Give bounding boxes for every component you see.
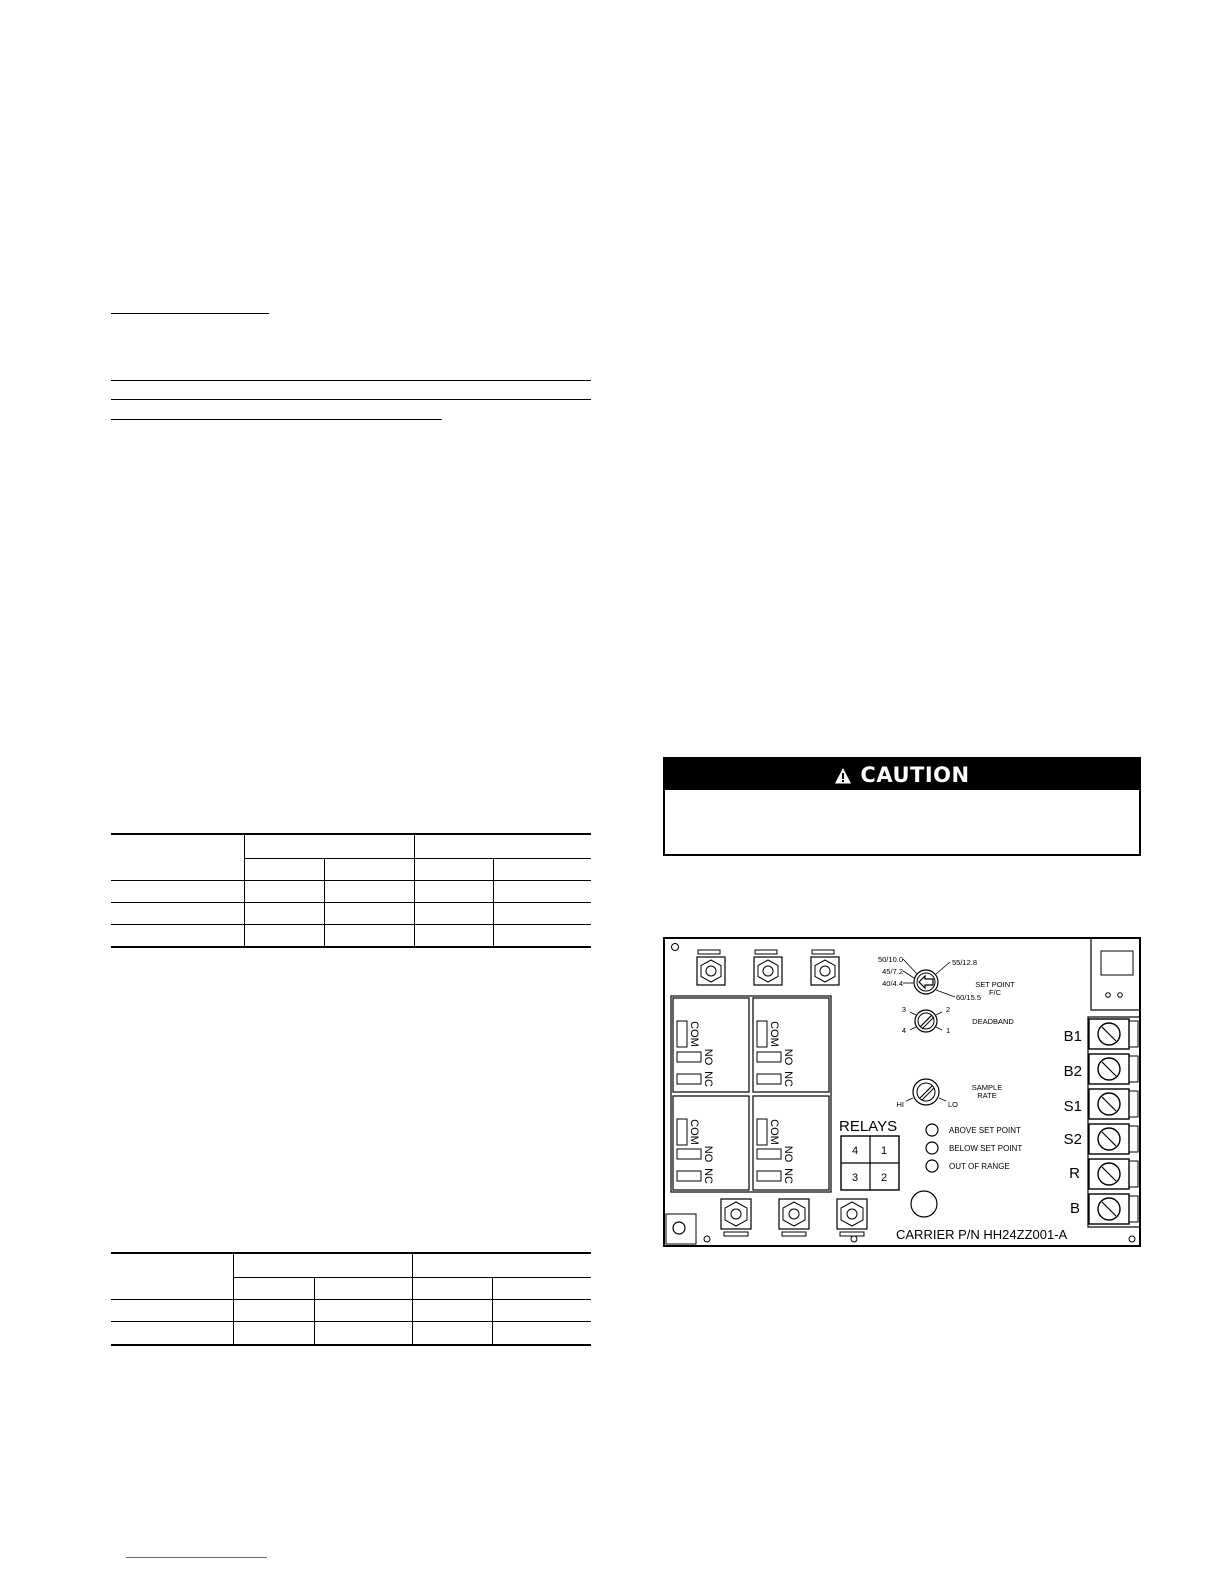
led-label: BELOW SET POINT xyxy=(949,1144,1023,1153)
part-number: CARRIER P/N HH24ZZ001-A xyxy=(896,1227,1068,1242)
heading-underline xyxy=(111,313,269,314)
no-label: NO xyxy=(702,1145,714,1163)
setpoint-mark: 55/12.8 xyxy=(952,958,978,967)
relays-title: RELAYS xyxy=(839,1118,898,1135)
caution-box xyxy=(663,757,1141,856)
deadband-mark: 3 xyxy=(901,1005,906,1014)
relay-cell: 4 xyxy=(851,1145,859,1157)
com-label: COM xyxy=(768,1119,780,1145)
deadband-mark: 4 xyxy=(901,1026,906,1035)
warning-triangle-icon xyxy=(834,766,852,784)
nc-label: NC xyxy=(782,1168,794,1184)
deadband-label: DEADBAND xyxy=(972,1017,1014,1026)
nc-label: NC xyxy=(702,1168,714,1184)
deadband-mark: 1 xyxy=(946,1026,951,1035)
nc-label: NC xyxy=(782,1071,794,1087)
text-underline-3 xyxy=(111,419,442,420)
sample-rate-label: SAMPLE xyxy=(971,1083,1003,1092)
sample-rate-label-2: RATE xyxy=(977,1091,997,1100)
deadband-mark: 2 xyxy=(946,1005,951,1014)
terminal-label: B xyxy=(1069,1200,1080,1217)
footer-link-underline xyxy=(126,1557,267,1558)
terminal-label: B2 xyxy=(1063,1063,1082,1080)
terminal-label: S1 xyxy=(1063,1098,1082,1115)
terminal-label: R xyxy=(1069,1165,1080,1182)
setpoint-units: F/C xyxy=(988,988,1002,997)
caution-label: CAUTION xyxy=(860,762,970,787)
sample-lo-label: LO xyxy=(948,1100,959,1109)
setpoint-label: SET POINT xyxy=(975,980,1015,989)
no-label: NO xyxy=(702,1048,714,1066)
terminal-label: B1 xyxy=(1063,1028,1082,1045)
no-label: NO xyxy=(782,1145,794,1163)
com-label: COM xyxy=(688,1119,700,1145)
caution-header xyxy=(665,759,1139,790)
led-label: OUT OF RANGE xyxy=(949,1162,1010,1171)
relay-cell: 3 xyxy=(851,1172,859,1184)
nc-label: NC xyxy=(702,1071,714,1087)
com-label: COM xyxy=(688,1021,700,1047)
relay-cell: 2 xyxy=(880,1172,888,1184)
setpoint-mark: 50/10.0 xyxy=(877,955,903,964)
relay-cell: 1 xyxy=(880,1145,888,1157)
setpoint-mark: 40/4.4 xyxy=(882,979,903,988)
control-board-diagram xyxy=(663,937,1143,1249)
terminal-label: S2 xyxy=(1063,1131,1082,1148)
text-underline-1 xyxy=(111,380,591,381)
setpoint-mark: 60/15.5 xyxy=(956,993,982,1002)
com-label: COM xyxy=(768,1021,780,1047)
text-underline-2 xyxy=(111,399,591,400)
sample-hi-label: HI xyxy=(896,1100,904,1109)
no-label: NO xyxy=(782,1048,794,1066)
led-label: ABOVE SET POINT xyxy=(949,1126,1021,1135)
setpoint-mark: 45/7.2 xyxy=(882,967,903,976)
